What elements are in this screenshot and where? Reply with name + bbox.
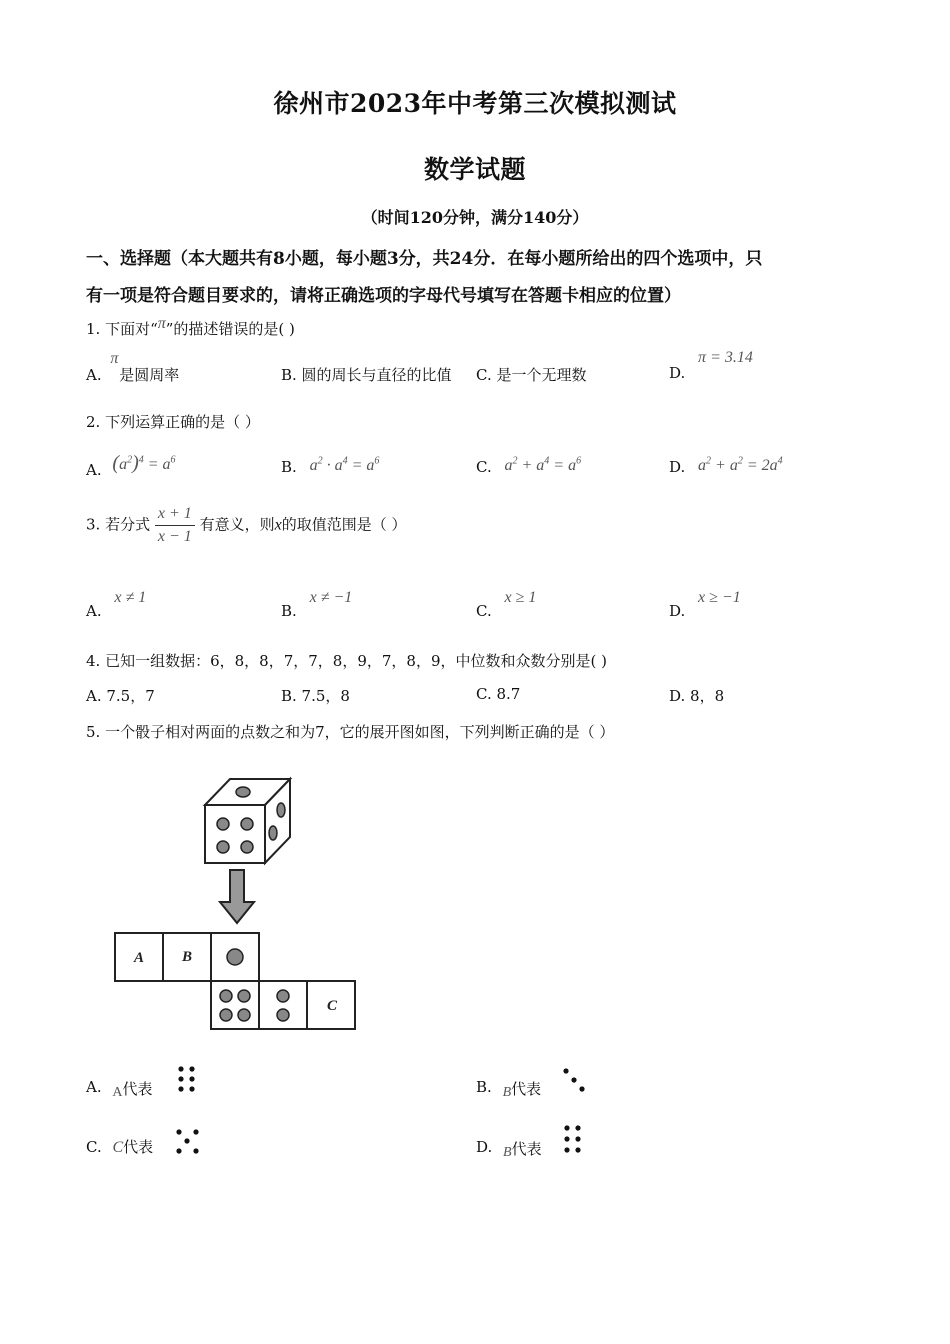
q5-option-c xyxy=(86,1136,153,1157)
q5-a-letter: A xyxy=(112,1085,123,1100)
q1-a-text: 是圆周率 xyxy=(119,366,180,384)
dice-figure xyxy=(110,775,370,1035)
q3-var: x xyxy=(274,516,282,534)
time-info: （时间120分钟，满分140分） xyxy=(361,208,589,227)
q5-d-label: D. xyxy=(476,1138,493,1156)
q3-option-c xyxy=(476,588,537,620)
q4-option-b: B. 7.5，8 xyxy=(281,687,350,705)
q2-d-math: $a^2 + a^2 = 2a^4$ xyxy=(698,456,783,475)
q3-fraction-denominator: x − 1 xyxy=(157,528,192,545)
q3-stem-a: 3. 若分式 xyxy=(86,515,151,534)
q1-option-b: B. 圆的周长与直径的比值 xyxy=(281,366,452,384)
q4-option-c: C. 8.7 xyxy=(476,685,521,703)
q3-fraction-numerator: x + 1 xyxy=(155,503,195,526)
down-arrow-icon xyxy=(220,870,254,923)
q5-b-label: B. xyxy=(476,1078,492,1096)
net-face-four xyxy=(211,981,259,1029)
q2-b-math: $a^2 \cdot a^4 = a^6$ xyxy=(309,456,380,475)
six-dots-icon xyxy=(176,1065,198,1093)
q5-b-text: 代表 xyxy=(511,1080,542,1098)
cube-top-dot xyxy=(236,787,250,797)
q1-stem-b: ”的描述错误的是( ) xyxy=(165,320,295,338)
net-dot xyxy=(220,990,232,1002)
q3-stem-c: 的取值范围是（ ） xyxy=(281,515,407,534)
net-dot xyxy=(238,990,250,1002)
section-instructions-line2: 有一项是符合题目要求的，请将正确选项的字母代号填写在答题卡相应的位置） xyxy=(86,286,681,306)
q3-a-label: A. xyxy=(86,602,102,620)
net-label-a: A xyxy=(133,950,145,966)
q2-d-label: D. xyxy=(669,458,686,477)
q2-option-b xyxy=(281,456,379,475)
net-dot xyxy=(227,949,243,965)
q3-c-math: x ≥ 1 xyxy=(504,589,537,606)
q3-b-label: B. xyxy=(281,602,297,620)
q2-option-c xyxy=(476,456,581,475)
q2-c-label: C. xyxy=(476,458,492,477)
q3-d-math: x ≥ −1 xyxy=(698,589,741,606)
net-label-b: B xyxy=(181,949,193,965)
three-dots-icon xyxy=(562,1067,588,1095)
question-5-stem: 5. 一个骰子相对两面的点数之和为7，它的展开图如图，下列判断正确的是（ ） xyxy=(86,723,615,741)
q5-d-letter: B xyxy=(503,1145,512,1160)
net-face-two xyxy=(259,981,307,1029)
q1-option-a xyxy=(86,350,180,384)
q3-fraction xyxy=(155,503,195,548)
q1-d-math: π = 3.14 xyxy=(698,349,753,366)
net-label-c: C xyxy=(326,998,338,1014)
q5-a-label: A. xyxy=(86,1078,102,1096)
q2-option-a xyxy=(86,452,176,479)
q4-option-d: D. 8，8 xyxy=(669,687,725,705)
q2-b-label: B. xyxy=(281,458,297,477)
q3-option-a xyxy=(86,588,147,620)
q5-a-text: 代表 xyxy=(122,1080,153,1098)
q3-b-math: x ≠ −1 xyxy=(309,589,353,606)
exam-title: 徐州市2023年中考第三次模拟测试 xyxy=(273,89,677,118)
q5-c-letter: C xyxy=(112,1139,124,1156)
q1-d-label: D. xyxy=(669,364,686,382)
q5-c-label: C. xyxy=(86,1138,102,1156)
question-2-stem: 2. 下列运算正确的是（ ） xyxy=(86,413,260,431)
section-instructions-line1: 一、选择题（本大题共有8小题，每小题3分，共24分．在每小题所给出的四个选项中，只 xyxy=(86,249,763,269)
q5-b-letter: B xyxy=(502,1085,512,1100)
q2-a-math: $(a^2)^4 = a^6$ xyxy=(112,452,176,474)
q5-c-text: 代表 xyxy=(123,1138,154,1156)
net-dot xyxy=(238,1009,250,1021)
q1-option-c: C. 是一个无理数 xyxy=(476,366,587,384)
q2-option-d xyxy=(669,456,783,475)
q5-d-text: 代表 xyxy=(511,1140,542,1158)
q1-option-d xyxy=(669,349,753,382)
q1-stem-a: 1. 下面对“ xyxy=(86,320,158,338)
q3-option-d xyxy=(669,588,741,620)
net-dot xyxy=(277,990,289,1002)
question-3-stem xyxy=(86,503,406,548)
q2-c-math: $a^2 + a^4 = a^6$ xyxy=(504,456,582,475)
q1-pi-symbol: π xyxy=(157,315,166,332)
question-1-stem xyxy=(86,315,295,339)
question-4-stem: 4. 已知一组数据：6，8，8，7，7，8，9，7，8，9，中位数和众数分别是( ) xyxy=(86,652,607,670)
q3-a-math: x ≠ 1 xyxy=(114,589,147,606)
net-dot xyxy=(277,1009,289,1021)
net-dot xyxy=(220,1009,232,1021)
q2-a-label: A. xyxy=(86,461,102,479)
exam-subtitle: 数学试题 xyxy=(423,155,526,184)
q3-d-label: D. xyxy=(669,602,686,620)
q5-option-a xyxy=(86,1076,153,1100)
q4-option-a: A. 7.5，7 xyxy=(86,687,155,705)
q5-option-d xyxy=(476,1136,542,1160)
q3-option-b xyxy=(281,588,353,620)
q1-a-pi: π xyxy=(110,350,119,367)
q3-c-label: C. xyxy=(476,602,492,620)
q3-stem-b: 有意义，则 xyxy=(199,515,275,534)
q1-a-label: A. xyxy=(86,366,102,384)
five-dots-icon xyxy=(174,1128,202,1156)
six-dots-icon xyxy=(562,1124,584,1154)
q5-option-b xyxy=(476,1076,542,1100)
